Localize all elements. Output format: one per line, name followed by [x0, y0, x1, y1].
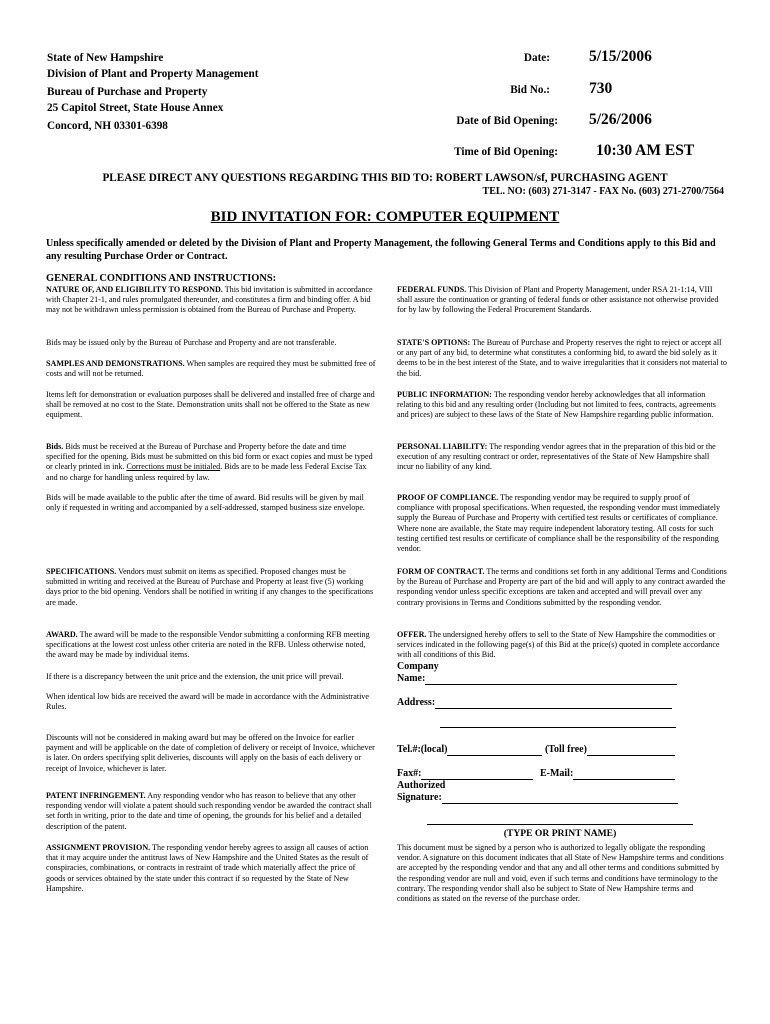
address-line: 25 Capitol Street, State House Annex [47, 102, 224, 114]
address-line: Division of Plant and Property Management [47, 68, 259, 80]
toll-free-line[interactable] [587, 755, 675, 756]
award-paragraph: AWARD. The award will be made to the responsible Vendor submitting a conforming RFB meeting specifications at the lowest cost unless other criteria are noted in the RFB. Unless otherwise noted, the award may be made by individual items. [46, 630, 370, 660]
public-information-paragraph: PUBLIC INFORMATION: The responding vendor hereby acknowledges that all information relating to this bid and any resulting order (Including but not limited to fees, contracts, agreements and prices) are subject to these laws of the State of New Hampshire regarding public information. [397, 390, 716, 420]
issued-paragraph: Bids may be issued only by the Bureau of Purchase and Property and are not transferable. [46, 338, 337, 347]
bid-no-value: 730 [589, 80, 613, 97]
signature-line[interactable] [442, 803, 678, 804]
address-line: Bureau of Purchase and Property [47, 86, 208, 98]
discounts-paragraph: Discounts will not be considered in making award but may be offered on the Invoice for earlier payment and will be applicable on the date of completion of delivery or receipt of Invoice, whichever is later. On orders specifying split deliveries, discounts will apply on the basis of each delivery or receipt of Invoice, whichever is later. [46, 733, 375, 773]
patent-paragraph: PATENT INFRINGEMENT. Any responding vendor who has reason to believe that any other responding vendor will violate a patent should such responding vendor be awarded the contract shall set forth in writing, prior to the date and time of opening, the grounds for his belief and a detailed description of the patent. [46, 791, 372, 831]
fax-email-field [397, 768, 675, 780]
fax-label: Fax#: [397, 768, 422, 779]
email-label: E-Mail: [539, 768, 574, 779]
tel-local-line[interactable] [447, 755, 542, 756]
form-of-contract-paragraph: FORM OF CONTRACT. The terms and conditions set forth in any additional Terms and Conditions by the Bureau of Purchase and Property are part of the bid and will apply to any contract awarded the responding vendor unless specific exceptions are taken and accepted and will prevail over any contrary provisions in Terms and Conditions submitted by the responding vendor. [397, 567, 727, 607]
print-name-line[interactable] [427, 824, 693, 825]
address-field [397, 697, 672, 709]
states-options-paragraph: STATE'S OPTIONS: The Bureau of Purchase and Property reserves the right to reject or accept all or any part of any bid, to determine what constitutes a conforming bid, to award the bid solely as it deems to be in the best interest of the State, and to waive irregularities that it considers not material to the bid. [397, 338, 727, 378]
toll-free-label: (Toll free) [544, 744, 587, 755]
signature-field [397, 780, 678, 804]
discrepancy-paragraph: If there is a discrepancy between the unit price and the extension, the unit price will prevail. [46, 672, 344, 681]
bids-paragraph: Bids. Bids must be received at the Bureau of Purchase and Property before the date and time specified for the opening. Bids must be submitted on this bid form or exact copies and must be typed or clearly printed in ink. Corrections must be initialed. Bids are to be made less Federal Excise Tax and no charge for handling unless required by law. [46, 442, 373, 482]
agency-address [47, 50, 258, 134]
company-name-line[interactable] [425, 684, 677, 685]
public-paragraph: Bids will be made available to the public after the time of award. Bid results will be given by mail only if requested in writing and accompanied by a self-addressed, stamped business size envelope. [46, 493, 365, 513]
personal-liability-paragraph: PERSONAL LIABILITY: The responding vendor agrees that in the preparation of this bid or the execution of any resulting contract or order, representatives of the State of New Hampshire shall incur no liability of any kind. [397, 442, 716, 472]
address-label: Address: [397, 697, 436, 708]
address-line-2[interactable] [440, 727, 676, 728]
closing-paragraph: This document must be signed by a person who is authorized to legally obligate the responding vendor. A signature on this document indicates that all State of New Hampshire terms and conditions are accepted by the responding vendor and that any and all other terms and conditions submitted by the responding vendor are null and void, even if such terms and conditions have terminology to the contrary. The responding vendor shall also be subject to State of New Hampshire terms and conditions as stated on the reverse of the purchase order. [397, 843, 724, 904]
intro-paragraph: Unless specifically amended or deleted by the Division of Plant and Property Management, the following General Terms and Conditions apply to this Bid and any resulting Purchase Order or Contract. [46, 238, 716, 262]
type-print-name-label: (TYPE OR PRINT NAME) [503, 828, 617, 839]
address-line-1[interactable] [435, 708, 672, 709]
address-line: Concord, NH 03301-6398 [47, 120, 168, 132]
samples-paragraph: SAMPLES AND DEMONSTRATIONS. When samples are required they must be submitted free of costs and will not be returned. [46, 359, 376, 379]
tel-local-label: Tel.#:(local) [397, 744, 448, 755]
phone-field [397, 744, 675, 756]
proof-of-compliance-paragraph: PROOF OF COMPLIANCE. The responding vendor may be required to supply proof of compliance with proposal specifications. When requested, the responding vendor must immediately supply the Bureau of Purchase and Property with certified test results or certificates of compliance. Where none are available, the State may require independent laboratory testing. All costs for such testing certified test results or certificate of compliance shall be the responsibility of the responding vendor. [397, 493, 721, 554]
opening-date-label: Date of Bid Opening: [456, 115, 558, 127]
company-name-field [397, 661, 677, 685]
specifications-paragraph: SPECIFICATIONS. Vendors must submit on items as specified. Proposed changes must be submitted in writing and received at the Bureau of Purchase and Property at least five (5) working days prior to the bid opening. Vendors shall be notified in writing if any changes to the specifications are made. [46, 567, 374, 607]
opening-date-value: 5/26/2006 [589, 111, 652, 128]
items-paragraph: Items left for demonstration or evaluation purposes shall be delivered and installed free of charge and shall be removed at no cost to the State. Demonstration units shall not be offered to the State as new equipment. [46, 390, 375, 420]
federal-funds-paragraph: FEDERAL FUNDS. This Division of Plant and Property Management, under RSA 21-1:14, VIII shall assure the continuation or granting of federal funds or other assistance not otherwise provided for by law by following the Federal Procurement Standards. [397, 285, 719, 315]
contact-phone-fax: TEL. NO: (603) 271-3147 - FAX No. (603) 271-2700/7564 [482, 186, 724, 197]
company-label: Company [397, 661, 439, 672]
authorized-label: Authorized [397, 780, 446, 791]
opening-time-label: Time of Bid Opening: [454, 146, 558, 158]
signature-label: Signature: [397, 792, 442, 803]
offer-paragraph: OFFER. The undersigned hereby offers to sell to the State of New Hampshire the commodities or services indicated in the following page(s) of this Bid at the price(s) quoted in complete accordance with all conditions of this Bid. [397, 630, 720, 660]
bid-no-label: Bid No.: [510, 84, 550, 96]
address-line: State of New Hampshire [47, 52, 164, 64]
identical-bids-paragraph: When identical low bids are received the award will be made in accordance with the Administrative Rules. [46, 692, 369, 712]
document-title: BID INVITATION FOR: COMPUTER EQUIPMENT [210, 209, 560, 225]
assignment-paragraph: ASSIGNMENT PROVISION. The responding vendor hereby agrees to assign all causes of action that it may acquire under the antitrust laws of New Hampshire and the United States as the result of conspiracies, combinations, or contracts in restraint of trade which materially affect the price of goods or services obtained by the state under this contract if so requested by the State of New Hampshire. [46, 843, 369, 893]
name-label: Name: [397, 673, 426, 684]
general-conditions-heading: GENERAL CONDITIONS AND INSTRUCTIONS: [46, 273, 277, 284]
opening-time-value: 10:30 AM EST [596, 142, 695, 159]
date-value: 5/15/2006 [589, 48, 652, 65]
nature-paragraph: NATURE OF, AND ELIGIBILITY TO RESPOND. This bid invitation is submitted in accordance with Chapter 21-1, and rules promulgated thereunder, and constitutes a firm and binding offer. A bid may not be withdrawn unless permission is obtained from the Bureau of Purchase and Property. [46, 285, 373, 315]
date-label: Date: [523, 52, 550, 64]
contact-directive: PLEASE DIRECT ANY QUESTIONS REGARDING THIS BID TO: ROBERT LAWSON/sf, PURCHASING AGENT [102, 172, 668, 184]
